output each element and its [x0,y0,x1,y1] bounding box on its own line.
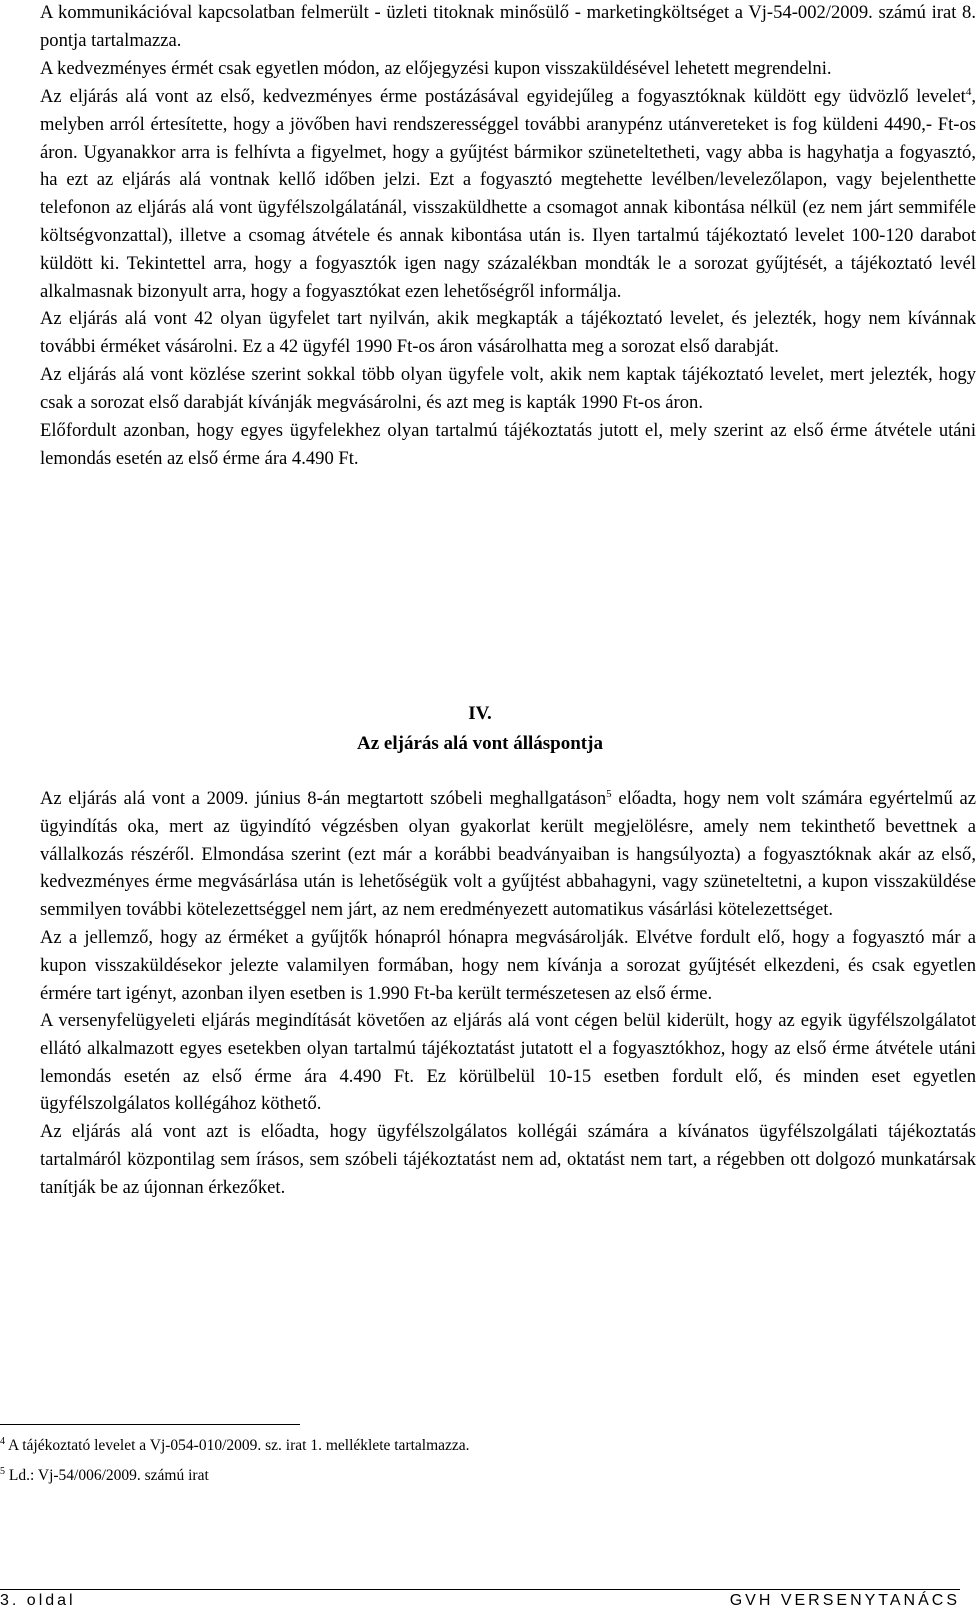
paragraph-number [0,305,40,333]
paragraph-19 [0,1118,976,1201]
paragraph-number [0,417,40,445]
paragraph-text: Előfordult azonban, hogy egyes ügyfelekhez olyan tartalmú tájékoztatás jutott el, mely szerint az első érme átvétele utáni lemondás esetén az első érme ára 4.490 Ft. [40,420,976,469]
footnote-text: Ld.: Vj-54/006/2009. számú irat [5,1467,209,1484]
paragraph-number [0,785,40,813]
footer-separator [0,1589,960,1590]
paragraph-text: Az eljárás alá vont azt is előadta, hogy ügyfélszolgálatos kollégái számára a kívánatos ügyfélszolgálati tájékoztatás tartalmáról központilag sem írásos, sem szóbeli tájékoztatást nem ad, oktatást nem tart, a régebben ott dolgozó munkatársak tanítják be az újonnan érkezőket. [40,1121,976,1198]
paragraph-11 [0,55,976,83]
paragraph-10 [0,0,976,55]
footnote-4 [0,1436,470,1456]
section-title: Az eljárás alá vont álláspontja [357,733,603,754]
paragraph-18 [0,1007,976,1118]
paragraph-text: Az eljárás alá vont 42 olyan ügyfelet tart nyilván, akik megkapták a tájékoztató levelet, és jelezték, hogy nem kívánnak további érméket vásárolni. Ez a 42 ügyfél 1990 Ft-os áron vásárolhatta meg a sorozat első darabját. [40,308,976,357]
section-roman-numeral: IV. [468,703,492,724]
paragraph-number [0,55,40,83]
footer-organization: GVH VERSENYTANÁCS [729,1592,960,1609]
paragraph-15 [0,417,976,473]
footnote-5 [0,1466,209,1486]
paragraph-16 [0,785,976,924]
footnote-mark: 5 [0,1465,5,1477]
paragraph-text-cont: előadta, hogy nem volt számára egyértelmű az ügyindítás oka, mert az ügyindító végzésben olyan gyakorlat került megjelölésre, amely nem tekinthető bevettnek a vállalkozás részéről. Elmondása szerint (ezt már a korábbi beadványaiban is hangsúlyozta) a fogyasztóknak akár az első, kedvezményes érme megvásárlása után is lehetőségük volt a gyűjtést abbahagyni, vagy szüneteltetni, a kupon visszaküldése semmilyen további kötelezettséggel nem járt, az nem eredményezett automatikus vásárlási kötelezettséget. [40,788,976,921]
paragraph-text: Az a jellemző, hogy az érméket a gyűjtők hónapról hónapra megvásárolják. Elvétve fordult elő, hogy a fogyasztó már a kupon visszaküldésekor jelezte valamilyen formában, hogy nem kívánja a sorozat gyűjtését elkezdeni, és csak egyetlen érmére tart igényt, azonban ilyen esetben is 1.990 Ft-ba került természetesen az első érme. [40,927,976,1004]
paragraph-text: Az eljárás alá vont közlése szerint sokkal több olyan ügyfele volt, akik nem kaptak tájékoztató levelet, mert jelezték, hogy csak a sorozat első darabját kívánják megvásárolni, és azt meg is kapták 1990 Ft-os áron. [40,364,976,413]
footnote-ref-5[interactable]: 5 [606,787,612,800]
paragraph-text: A kommunikációval kapcsolatban felmerült - üzleti titoknak minősülő - marketingköltséget a Vj-54-002/2009. számú irat 8. pontja tartalmazza. [40,2,976,51]
paragraph-number [0,1007,40,1035]
paragraph-13 [0,305,976,361]
footer-page-number: 3. oldal [0,1592,76,1609]
paragraph-12 [0,83,976,305]
paragraph-text: Az eljárás alá vont a 2009. június 8-án megtartott szóbeli meghallgatáson [40,788,607,809]
paragraph-number [0,361,40,389]
paragraph-text: A kedvezményes érmét csak egyetlen módon, az előjegyzési kupon visszaküldésével lehetett megrendelni. [40,58,832,79]
paragraph-14 [0,361,976,417]
paragraph-17 [0,924,976,1007]
paragraph-text-cont: , melyben arról értesítette, hogy a jövőben havi rendszerességgel további aranypénz utánvereteket is fog küldeni 4490,- Ft-os áron. Ugyanakkor arra is felhívta a figyelmet, hogy a gyűjtést bármikor szüneteltetheti, vagy abba is hagyhatja a fogyasztó, ha ezt az eljárás alá vontnak kellő időben jelzi. Ezt a fogyasztó megtehette levélben/levelezőlapon, vagy bejelenthette telefonon az eljárás alá vont ügyfélszolgálatánál, visszaküldhette a csomagot annak kibontása nélkül (ez nem járt semmiféle költségvonzattal), illetve a csomag átvétele és annak kibontása után is. Ilyen tartalmú tájékoztató levelet 100-120 darabot küldött ki. Tekintettel arra, hogy a fogyasztók igen nagy százalékban mondták le a sorozat gyűjtését, a tájékoztató levél alkalmasnak bizonyult arra, hogy a fogyasztókat ezen lehetőségről informálja. [40,86,976,302]
footnote-mark: 4 [0,1435,5,1447]
paragraph-text: Az eljárás alá vont az első, kedvezményes érme postázásával egyidejűleg a fogyasztóknak küldött egy üdvözlő levelet [40,86,966,107]
footnote-separator [0,1424,300,1425]
paragraph-text: A versenyfelügyeleti eljárás megindítását követően az eljárás alá vont cégen belül kiderült, hogy az egyik ügyfélszolgálatot ellátó alkalmazott egyes esetekben olyan tartalmú tájékoztatást jutatott el a fogyasztókhoz, hogy az első érme átvétele utáni lemondás esetén az első érme ára 4.490 Ft. Ez körülbelül 10-15 esetben fordult elő, és minden eset egyetlen ügyfélszolgálatos kollégához köthető. [40,1010,976,1115]
footnote-ref-4[interactable]: 4 [965,85,972,98]
paragraph-number [0,83,40,111]
paragraph-number [0,1118,40,1146]
paragraph-number [0,924,40,952]
paragraph-number [0,0,40,27]
footnote-text: A tájékoztató levelet a Vj-054-010/2009. sz. irat 1. melléklete tartalmazza. [5,1437,470,1454]
